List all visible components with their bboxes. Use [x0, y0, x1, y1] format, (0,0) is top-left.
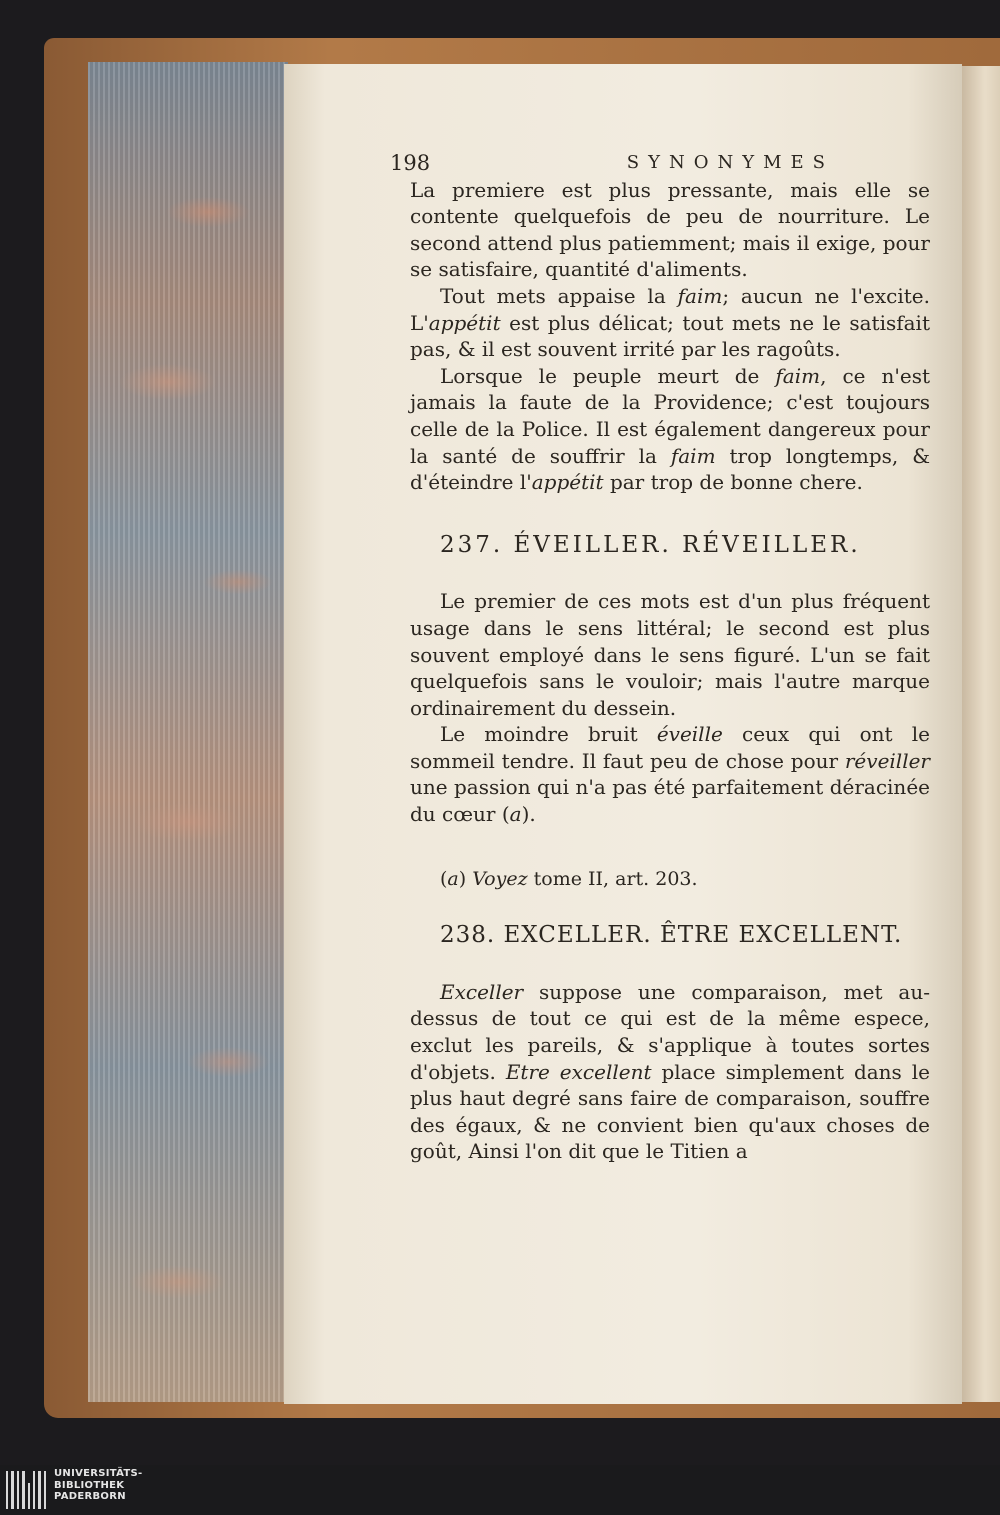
section-237-paragraph-2: Le moindre bruit éveille ceux qui ont le sommeil tendre. Il faut peu de chose pour réveiller une passion qui n'a pas été parfaitement déracinée du cœur (a).	[410, 722, 930, 827]
running-header	[390, 150, 834, 177]
library-logo-icon	[6, 1471, 46, 1509]
section-237-paragraph-1: Le premier de ces mots est d'un plus fréquent usage dans le sens littéral; le second est plus souvent employé dans le sens figuré. L'un se fait quelquefois sans le vouloir; mais l'autre marque ordinairement du dessein.	[410, 589, 930, 720]
running-title: SYNONYMES	[626, 152, 834, 173]
section-heading-237: 237. ÉVEILLER. RÉVEILLER.	[440, 531, 861, 558]
marbled-page-edges	[88, 62, 288, 1402]
page-text	[390, 150, 931, 1165]
paragraph-1: La premiere est plus pressante, mais elle se contente quelquefois de peu de nourriture. Le second attend plus patiemment; mais il exige, pour se satisfaire, quantité d'aliments.	[410, 177, 930, 282]
section-heading-238: 238. EXCELLER. ÊTRE EXCELLENT.	[440, 922, 903, 949]
section-238-paragraph-1: Exceller suppose une comparaison, met au-dessus de tout ce qui est de la même espece, exclut les pareils, & s'applique à toutes sortes d'objets. Etre excellent place simplement dans le plus haut degré sans faire de comparaison, souffre des égaux, & ne convient bien qu'aux choses de goût, Ainsi l'on dit que le Titien a	[410, 979, 931, 1164]
paragraph-2: Tout mets appaise la faim; aucun ne l'excite. L'appétit est plus délicat; tout mets ne le satisfait pas, & il est souvent irrité par les ragoûts.	[410, 283, 930, 362]
facing-page-edge	[962, 66, 1000, 1402]
footer-bar	[0, 1465, 1000, 1515]
paragraph-3: Lorsque le peuple meurt de faim, ce n'est jamais la faute de la Providence; c'est toujours celle de la Police. Il est également dangereux pour la santé de souffrir la faim trop longtemps, & d'éteindre l'appétit par trop de bonne chere.	[410, 363, 931, 495]
library-logo-text: UNIVERSITÄTS- BIBLIOTHEK PADERBORN	[54, 1468, 143, 1502]
footnote: (a) Voyez tome II, art. 203.	[440, 867, 698, 890]
page-number: 198	[390, 151, 431, 175]
